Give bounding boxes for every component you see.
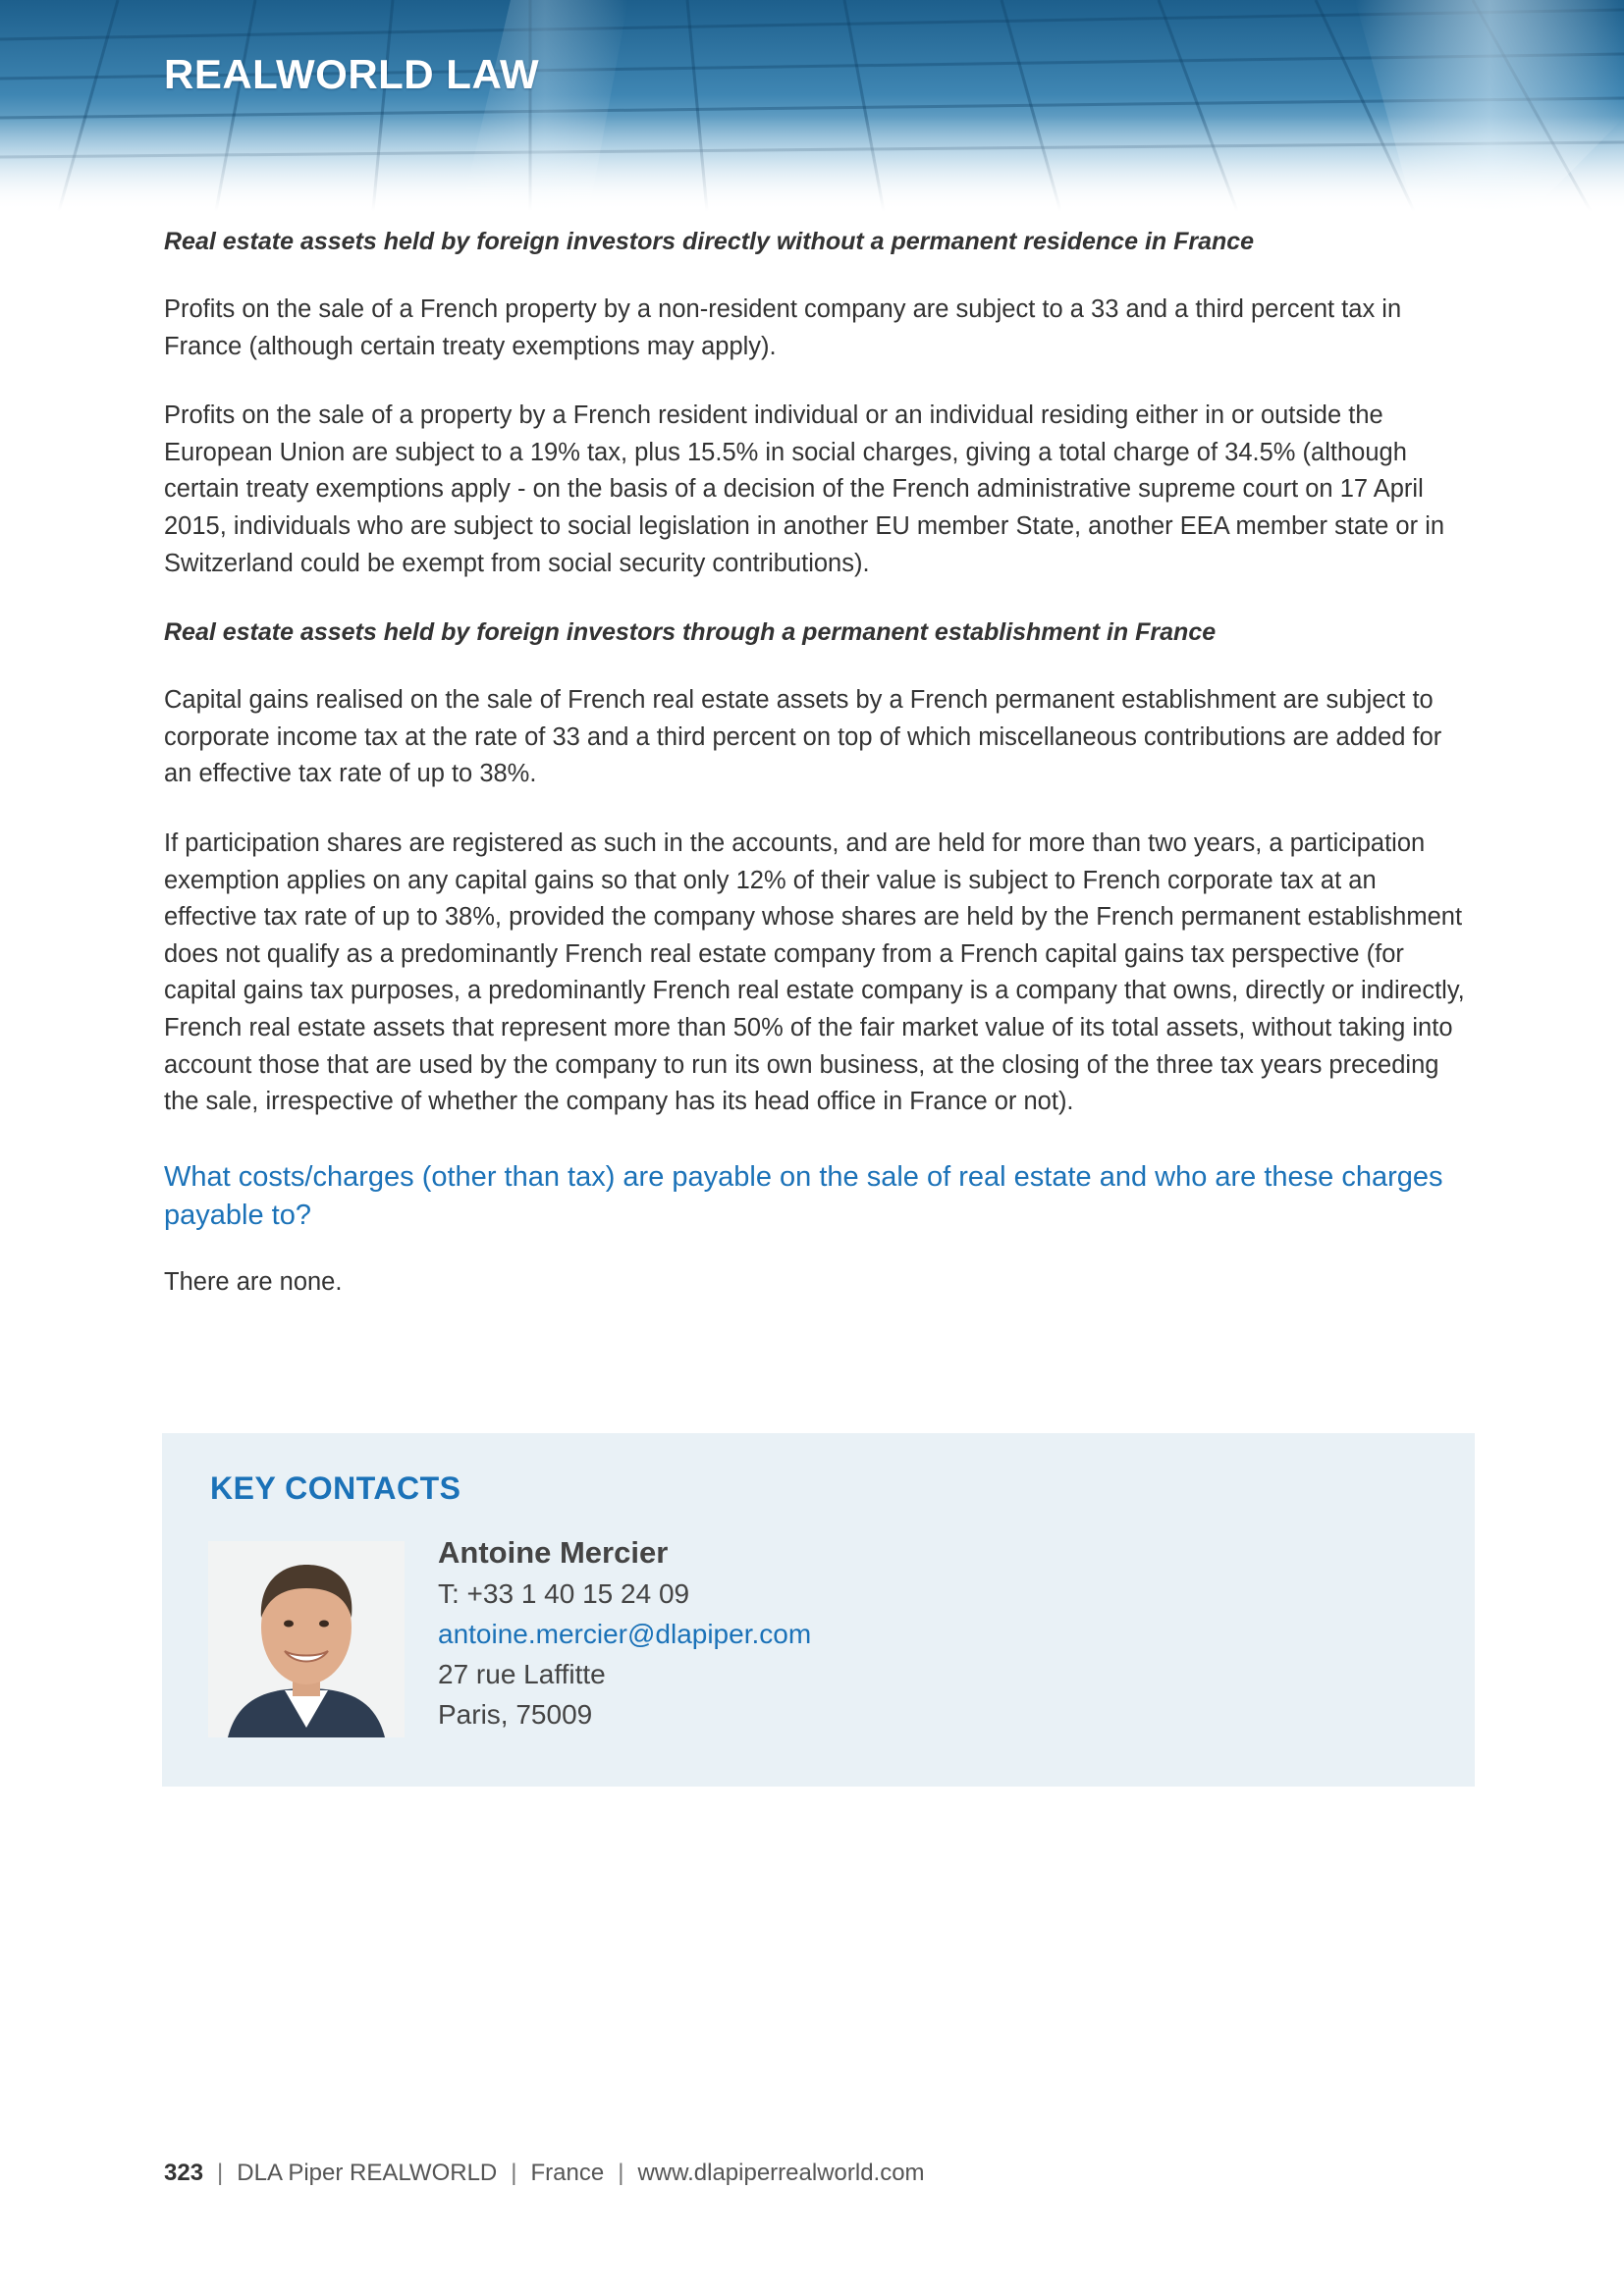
page-number: 323 xyxy=(164,2160,204,2186)
main-content xyxy=(164,224,1475,1301)
answer-text: There are none. xyxy=(164,1267,343,1296)
contact-email-link[interactable]: antoine.mercier@dlapiper.com xyxy=(438,1619,812,1649)
contact-photo xyxy=(208,1541,405,1737)
footer-country: France xyxy=(530,2160,605,2186)
key-contacts-box xyxy=(162,1433,1475,1787)
paragraph-individual-tax: Profits on the sale of a property by a French resident individual or an individual residing either in or outside the European Union are subject to a 19% tax, plus 15.5% in social charges, giving a total charge of 34.5% (although certain treaty exemptions apply - on the basis of a decision of the French administrative supreme court on 17 April 2015, individuals who are subject to social legislation in another EU member State, another EEA member state or in Switzerland could be exempt from social security contributions). xyxy=(164,401,1445,577)
footer-website-link[interactable]: www.dlapiperrealworld.com xyxy=(637,2160,925,2186)
building-glass-image xyxy=(0,0,1624,211)
page-footer xyxy=(164,2160,925,2187)
contact-address-city: Paris, 75009 xyxy=(438,1699,593,1730)
header-banner xyxy=(0,0,1624,211)
contact-name: Antoine Mercier xyxy=(438,1535,669,1570)
paragraph-participation-exemption: If participation shares are registered as such in the accounts, and are held for more than two years, a participation exemption applies on any capital gains so that only 12% of their value is subject to French corporate tax at an effective tax rate of up to 38%, provided the company whose shares are held by the French permanent establishment does not qualify as a predominantly French real estate company from a French capital gains tax perspective (for capital gains tax purposes, a predominantly French real estate company is a company that owns, directly or indirectly, French real estate assets that represent more than 50% of the fair market value of its total assets, without taking into account those that are used by the company to run its own business, at the closing of the three tax years preceding the sale, irrespective of whether the company has its head office in France or not). xyxy=(164,828,1465,1116)
contact-portrait-image xyxy=(208,1541,405,1737)
section-heading-direct: Real estate assets held by foreign investors directly without a permanent residence in France xyxy=(164,228,1255,255)
key-contacts-title: KEY CONTACTS xyxy=(210,1470,461,1506)
footer-separator: | xyxy=(511,2160,517,2186)
contact-details xyxy=(438,1532,811,1735)
contact-address-street: 27 rue Laffitte xyxy=(438,1659,606,1689)
paragraph-capital-gains: Capital gains realised on the sale of French real estate assets by a French permanent establishment are subject to corporate income tax at the rate of 33 and a third percent on top of which miscellaneous contributions are added for an effective tax rate of up to 38%. xyxy=(164,686,1442,788)
question-heading: What costs/charges (other than tax) are payable on the sale of real estate and who are these charges payable to? xyxy=(164,1160,1443,1231)
section-heading-permanent-establishment: Real estate assets held by foreign investors through a permanent establishment in France xyxy=(164,618,1217,647)
contact-phone: T: +33 1 40 15 24 09 xyxy=(438,1578,690,1609)
paragraph-nonresident-company: Profits on the sale of a French property by a non-resident company are subject to a 33 and a third percent tax in France (although certain treaty exemptions may apply). xyxy=(164,295,1402,360)
footer-separator: | xyxy=(217,2160,224,2186)
header-title: REALWORLD LAW xyxy=(164,51,540,97)
footer-separator: | xyxy=(618,2160,624,2186)
footer-publication: DLA Piper REALWORLD xyxy=(237,2160,498,2186)
